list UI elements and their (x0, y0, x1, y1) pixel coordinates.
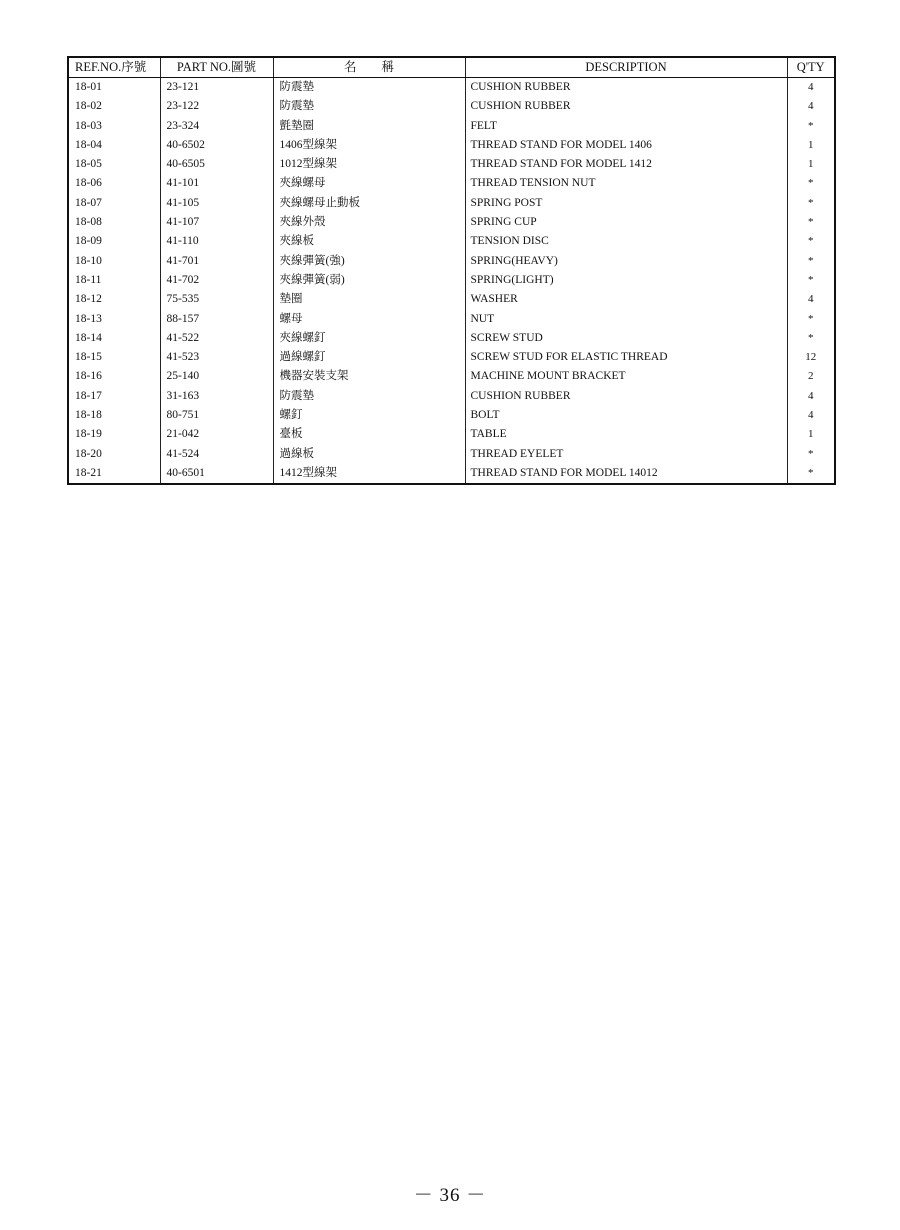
cell-quantity: * (787, 310, 835, 329)
cell-name: 螺釘 (273, 406, 465, 425)
cell-part-no: 41-107 (160, 213, 273, 232)
cell-ref-no: 18-02 (68, 97, 160, 116)
cell-quantity: * (787, 194, 835, 213)
cell-name: 夾線彈簧(強) (273, 252, 465, 271)
cell-part-no: 40-6502 (160, 136, 273, 155)
cell-ref-no: 18-07 (68, 194, 160, 213)
table-row (68, 97, 835, 116)
cell-quantity: 12 (787, 348, 835, 367)
table-row (68, 367, 835, 386)
table-row (68, 348, 835, 367)
cell-quantity: 1 (787, 136, 835, 155)
cell-quantity: * (787, 271, 835, 290)
cell-ref-no: 18-11 (68, 271, 160, 290)
cell-name: 防震墊 (273, 387, 465, 406)
cell-part-no: 41-101 (160, 174, 273, 193)
table-row (68, 310, 835, 329)
cell-ref-no: 18-14 (68, 329, 160, 348)
header-name: 名 稱 (273, 57, 465, 78)
cell-part-no: 88-157 (160, 310, 273, 329)
cell-part-no: 41-522 (160, 329, 273, 348)
cell-name: 夾線螺母止動板 (273, 194, 465, 213)
cell-quantity: 4 (787, 78, 835, 98)
cell-description: CUSHION RUBBER (465, 387, 787, 406)
cell-name: 1412型線架 (273, 464, 465, 484)
cell-part-no: 23-122 (160, 97, 273, 116)
header-part-no: PART NO.圖號 (160, 57, 273, 78)
cell-ref-no: 18-16 (68, 367, 160, 386)
table-row (68, 117, 835, 136)
cell-description: BOLT (465, 406, 787, 425)
cell-description: FELT (465, 117, 787, 136)
cell-part-no: 75-535 (160, 290, 273, 309)
cell-name: 氈墊圈 (273, 117, 465, 136)
cell-quantity: * (787, 117, 835, 136)
table-row (68, 406, 835, 425)
table-row (68, 387, 835, 406)
table-row (68, 290, 835, 309)
cell-name: 夾線彈簧(弱) (273, 271, 465, 290)
cell-name: 夾線板 (273, 232, 465, 251)
parts-table (67, 56, 836, 485)
cell-name: 防震墊 (273, 78, 465, 98)
cell-name: 螺母 (273, 310, 465, 329)
table-row (68, 329, 835, 348)
header-ref-no: REF.NO.序號 (68, 57, 160, 78)
cell-ref-no: 18-01 (68, 78, 160, 98)
cell-description: THREAD STAND FOR MODEL 14012 (465, 464, 787, 484)
cell-quantity: * (787, 213, 835, 232)
table-row (68, 136, 835, 155)
cell-ref-no: 18-21 (68, 464, 160, 484)
cell-ref-no: 18-03 (68, 117, 160, 136)
cell-description: TENSION DISC (465, 232, 787, 251)
cell-description: SPRING POST (465, 194, 787, 213)
cell-part-no: 31-163 (160, 387, 273, 406)
table-row (68, 425, 835, 444)
cell-description: TABLE (465, 425, 787, 444)
cell-ref-no: 18-06 (68, 174, 160, 193)
cell-part-no: 41-523 (160, 348, 273, 367)
cell-name: 夾線螺母 (273, 174, 465, 193)
table-header-row (68, 57, 835, 78)
cell-quantity: * (787, 329, 835, 348)
cell-description: SPRING(HEAVY) (465, 252, 787, 271)
cell-name: 機器安裝支架 (273, 367, 465, 386)
cell-part-no: 41-105 (160, 194, 273, 213)
cell-description: SPRING(LIGHT) (465, 271, 787, 290)
cell-part-no: 23-121 (160, 78, 273, 98)
cell-ref-no: 18-15 (68, 348, 160, 367)
table-row (68, 232, 835, 251)
cell-name: 1406型線架 (273, 136, 465, 155)
table-row (68, 445, 835, 464)
cell-description: THREAD TENSION NUT (465, 174, 787, 193)
cell-ref-no: 18-09 (68, 232, 160, 251)
cell-part-no: 25-140 (160, 367, 273, 386)
cell-name: 1012型線架 (273, 155, 465, 174)
cell-description: MACHINE MOUNT BRACKET (465, 367, 787, 386)
table-row (68, 464, 835, 484)
cell-part-no: 21-042 (160, 425, 273, 444)
table-row (68, 174, 835, 193)
cell-quantity: 4 (787, 387, 835, 406)
cell-name: 夾線外殼 (273, 213, 465, 232)
cell-description: CUSHION RUBBER (465, 78, 787, 98)
header-description: DESCRIPTION (465, 57, 787, 78)
cell-description: NUT (465, 310, 787, 329)
cell-description: WASHER (465, 290, 787, 309)
cell-quantity: * (787, 232, 835, 251)
cell-quantity: * (787, 252, 835, 271)
cell-quantity: 4 (787, 290, 835, 309)
cell-quantity: 1 (787, 425, 835, 444)
parts-table-body (68, 78, 835, 485)
cell-name: 過線板 (273, 445, 465, 464)
cell-quantity: * (787, 174, 835, 193)
cell-ref-no: 18-05 (68, 155, 160, 174)
cell-ref-no: 18-18 (68, 406, 160, 425)
cell-part-no: 41-702 (160, 271, 273, 290)
cell-name: 臺板 (273, 425, 465, 444)
cell-description: SCREW STUD (465, 329, 787, 348)
cell-description: THREAD STAND FOR MODEL 1412 (465, 155, 787, 174)
cell-ref-no: 18-12 (68, 290, 160, 309)
cell-ref-no: 18-10 (68, 252, 160, 271)
table-row (68, 78, 835, 98)
table-row (68, 213, 835, 232)
cell-part-no: 40-6505 (160, 155, 273, 174)
cell-ref-no: 18-19 (68, 425, 160, 444)
table-row (68, 252, 835, 271)
cell-description: THREAD EYELET (465, 445, 787, 464)
cell-name: 過線螺釘 (273, 348, 465, 367)
cell-description: SCREW STUD FOR ELASTIC THREAD (465, 348, 787, 367)
cell-quantity: 4 (787, 97, 835, 116)
cell-part-no: 41-110 (160, 232, 273, 251)
header-quantity: Q'TY (787, 57, 835, 78)
cell-quantity: 2 (787, 367, 835, 386)
page-number: － 36 － (413, 1185, 487, 1206)
cell-description: CUSHION RUBBER (465, 97, 787, 116)
cell-quantity: 4 (787, 406, 835, 425)
table-row (68, 155, 835, 174)
cell-name: 防震墊 (273, 97, 465, 116)
cell-ref-no: 18-17 (68, 387, 160, 406)
cell-quantity: 1 (787, 155, 835, 174)
table-row (68, 271, 835, 290)
cell-part-no: 41-701 (160, 252, 273, 271)
cell-quantity: * (787, 445, 835, 464)
cell-description: SPRING CUP (465, 213, 787, 232)
table-row (68, 194, 835, 213)
cell-ref-no: 18-13 (68, 310, 160, 329)
cell-quantity: * (787, 464, 835, 484)
cell-name: 夾線螺釘 (273, 329, 465, 348)
cell-part-no: 41-524 (160, 445, 273, 464)
cell-description: THREAD STAND FOR MODEL 1406 (465, 136, 787, 155)
cell-part-no: 40-6501 (160, 464, 273, 484)
cell-part-no: 23-324 (160, 117, 273, 136)
cell-ref-no: 18-04 (68, 136, 160, 155)
cell-ref-no: 18-20 (68, 445, 160, 464)
cell-ref-no: 18-08 (68, 213, 160, 232)
cell-part-no: 80-751 (160, 406, 273, 425)
cell-name: 墊圈 (273, 290, 465, 309)
